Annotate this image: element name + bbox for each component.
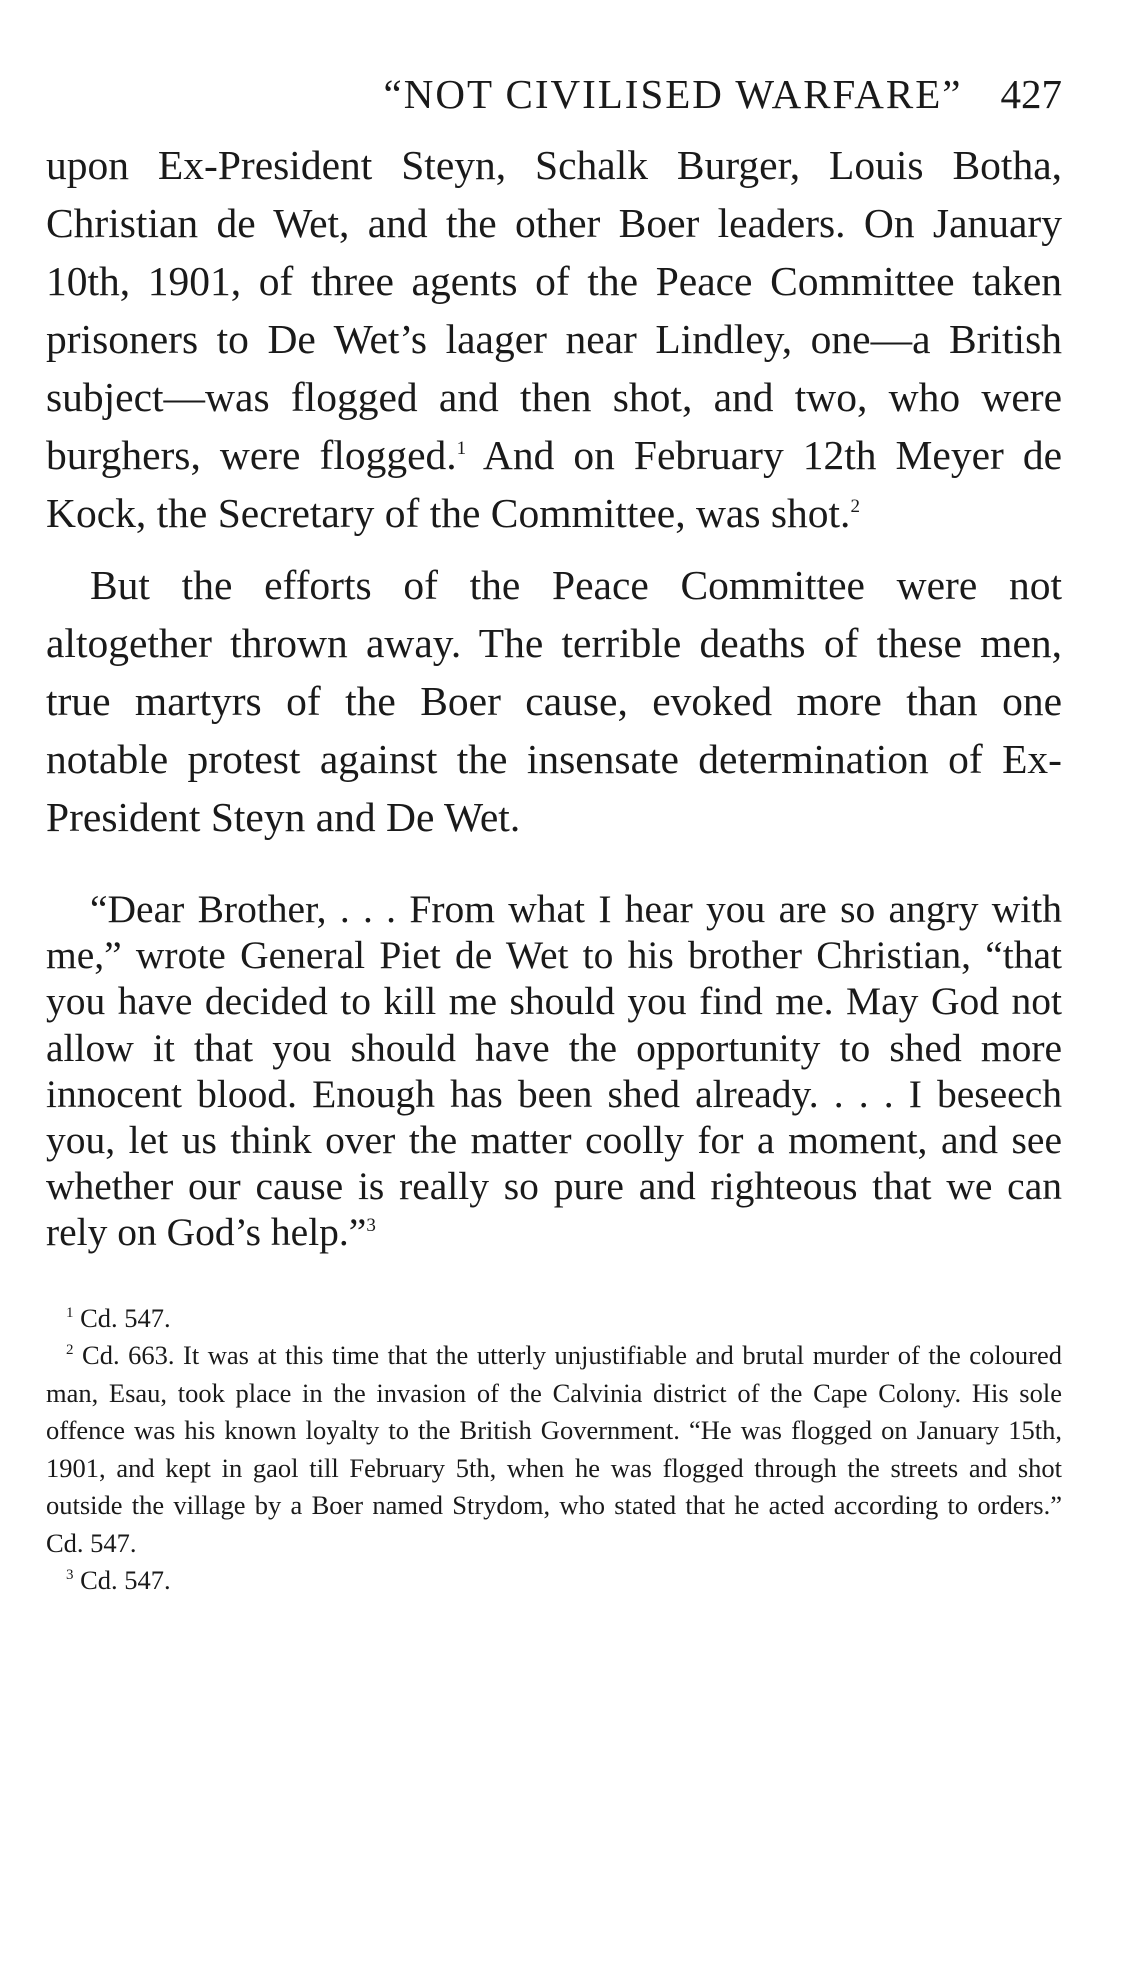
footnote-mark: 2 xyxy=(66,1342,74,1359)
footnote-2 xyxy=(46,1337,1062,1562)
paragraph: But the efforts of the Peace Committee were not altogether thrown away. The terrible deaths of these men, true martyrs of the Boer cause, evoked more than one notable protest against the insensate determination of Ex-President Steyn and De Wet. xyxy=(46,562,1062,840)
footnote-3 xyxy=(46,1562,1062,1600)
footnote-1 xyxy=(46,1300,1062,1338)
paragraph-text: And on February 12th Meyer de Kock, the Secretary of the Committee, was shot. xyxy=(46,432,1063,536)
footnote-mark: 3 xyxy=(66,1567,74,1584)
footnote-ref-3[interactable]: 3 xyxy=(366,1215,376,1237)
paragraph-text: upon Ex-President Steyn, Schalk Burger, Louis Botha, Christian de Wet, and the other Boer leaders. On January 10th, 1901, of three agents of the Peace Committee taken prisoners to De Wet’s laager near Lindley, one—a British subject—was flogged and then shot, and two, who were burghers, were flogged. xyxy=(46,142,1062,478)
page-number: 427 xyxy=(1000,71,1062,117)
footnote-text: Cd. 547. xyxy=(73,1565,171,1596)
footnote-text: Cd. 663. It was at this time that the utterly unjustifiable and brutal murder of the coloured man, Esau, took place in the invasion of the Calvinia district of the Cape Colony. His sole offence was his known loyalty to the British Government. “He was flogged on January 15th, 1901, and kept in gaol till February 5th, when he was flogged through the streets and shot outside the village by a Boer named Strydom, who stated that he acted according to orders.” Cd. 547. xyxy=(46,1340,1062,1558)
footnotes xyxy=(46,1300,1062,1600)
footnote-mark: 1 xyxy=(66,1304,74,1321)
footnote-text: Cd. 547. xyxy=(73,1302,171,1333)
paragraph-continued xyxy=(46,136,1062,542)
footnote-ref-2[interactable]: 2 xyxy=(850,496,860,518)
block-quote xyxy=(46,886,1062,1256)
running-head xyxy=(46,70,1062,130)
quote-text: “Dear Brother, . . . From what I hear you are so angry with me,” wrote General Piet de Wet to his brother Christian, “that you have decided to kill me should you find me. May God not allow it that you should have the opportunity to shed more innocent blood. Enough has been shed already. . . . I beseech you, let us think over the matter coolly for a moment, and see whether our cause is really so pure and righteous that we can rely on God’s help.” xyxy=(46,887,1062,1255)
running-title: “NOT CIVILISED WARFARE” xyxy=(383,71,963,117)
book-page xyxy=(46,70,1062,1600)
footnote-ref-1[interactable]: 1 xyxy=(456,438,467,460)
